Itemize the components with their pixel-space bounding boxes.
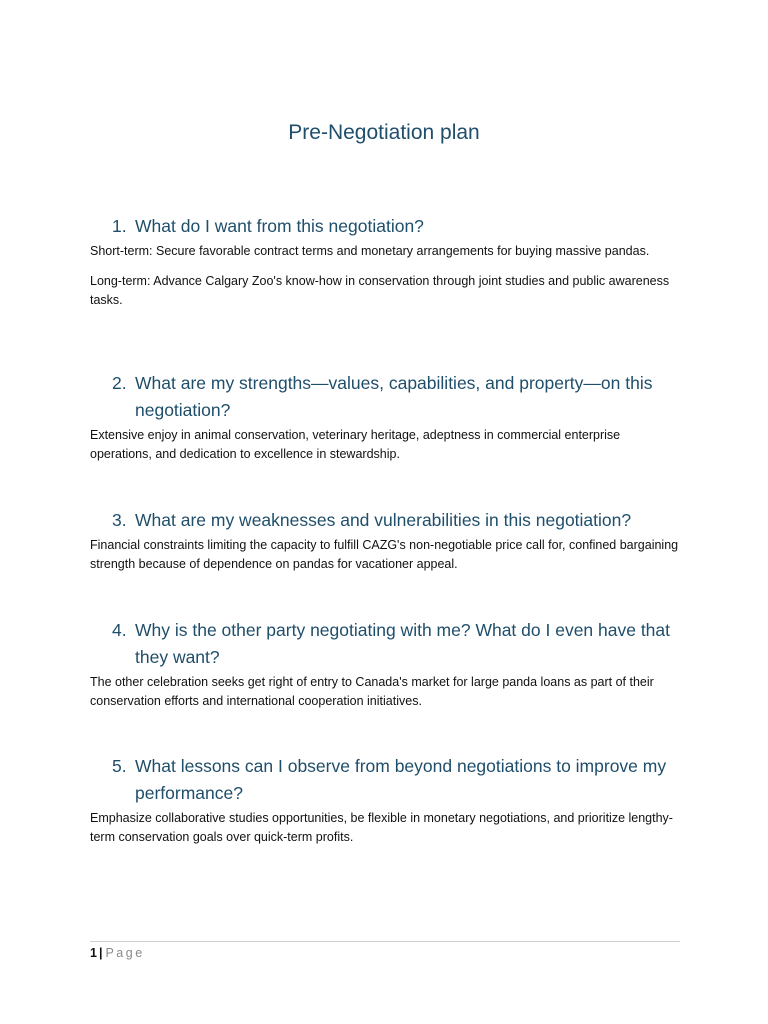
page-title: Pre-Negotiation plan	[288, 121, 480, 144]
section-number: 5.	[112, 756, 127, 776]
section-3	[90, 507, 680, 574]
section-2	[90, 370, 680, 464]
footer-divider	[90, 941, 680, 942]
section-paragraph: Short-term: Secure favorable contract terms and monetary arrangements for buying massive pandas.	[90, 244, 650, 258]
section-number: 1.	[112, 216, 127, 236]
section-heading	[90, 213, 680, 240]
section-number: 2.	[112, 373, 127, 393]
section-1	[90, 213, 680, 310]
section-heading	[90, 753, 680, 807]
section-heading	[90, 507, 680, 534]
section-paragraph: Financial constraints limiting the capacity to fulfill CAZG's non-negotiable price call for, confined bargaining strength because of dependence on pandas for vacationer appeal.	[90, 538, 679, 571]
section-question: What are my weaknesses and vulnerabilities in this negotiation?	[135, 510, 632, 530]
section-heading	[90, 370, 680, 424]
footer-separator: |	[98, 946, 103, 960]
footer-page-number: 1	[90, 946, 97, 960]
section-5	[90, 753, 680, 847]
section-paragraph: The other celebration seeks get right of entry to Canada's market for large panda loans as part of their conservation efforts and international cooperation initiatives.	[90, 675, 654, 708]
section-4	[90, 617, 680, 711]
page-footer	[90, 944, 145, 962]
section-question: What lessons can I observe from beyond negotiations to improve my performance?	[135, 756, 667, 803]
section-heading	[90, 617, 680, 671]
footer-page-label: Page	[105, 946, 145, 960]
section-number: 3.	[112, 510, 127, 530]
section-question: What do I want from this negotiation?	[135, 216, 424, 236]
section-paragraph: Extensive enjoy in animal conservation, veterinary heritage, adeptness in commercial enterprise operations, and dedication to excellence in stewardship.	[90, 428, 621, 461]
section-question: What are my strengths—values, capabilities, and property—on this negotiation?	[135, 373, 653, 420]
section-number: 4.	[112, 620, 127, 640]
section-paragraph: Long-term: Advance Calgary Zoo's know-how in conservation through joint studies and public awareness tasks.	[90, 274, 670, 307]
section-question: Why is the other party negotiating with me? What do I even have that they want?	[135, 620, 671, 667]
section-paragraph: Emphasize collaborative studies opportunities, be flexible in monetary negotiations, and prioritize lengthy-term conservation goals over quick-term profits.	[90, 811, 673, 844]
